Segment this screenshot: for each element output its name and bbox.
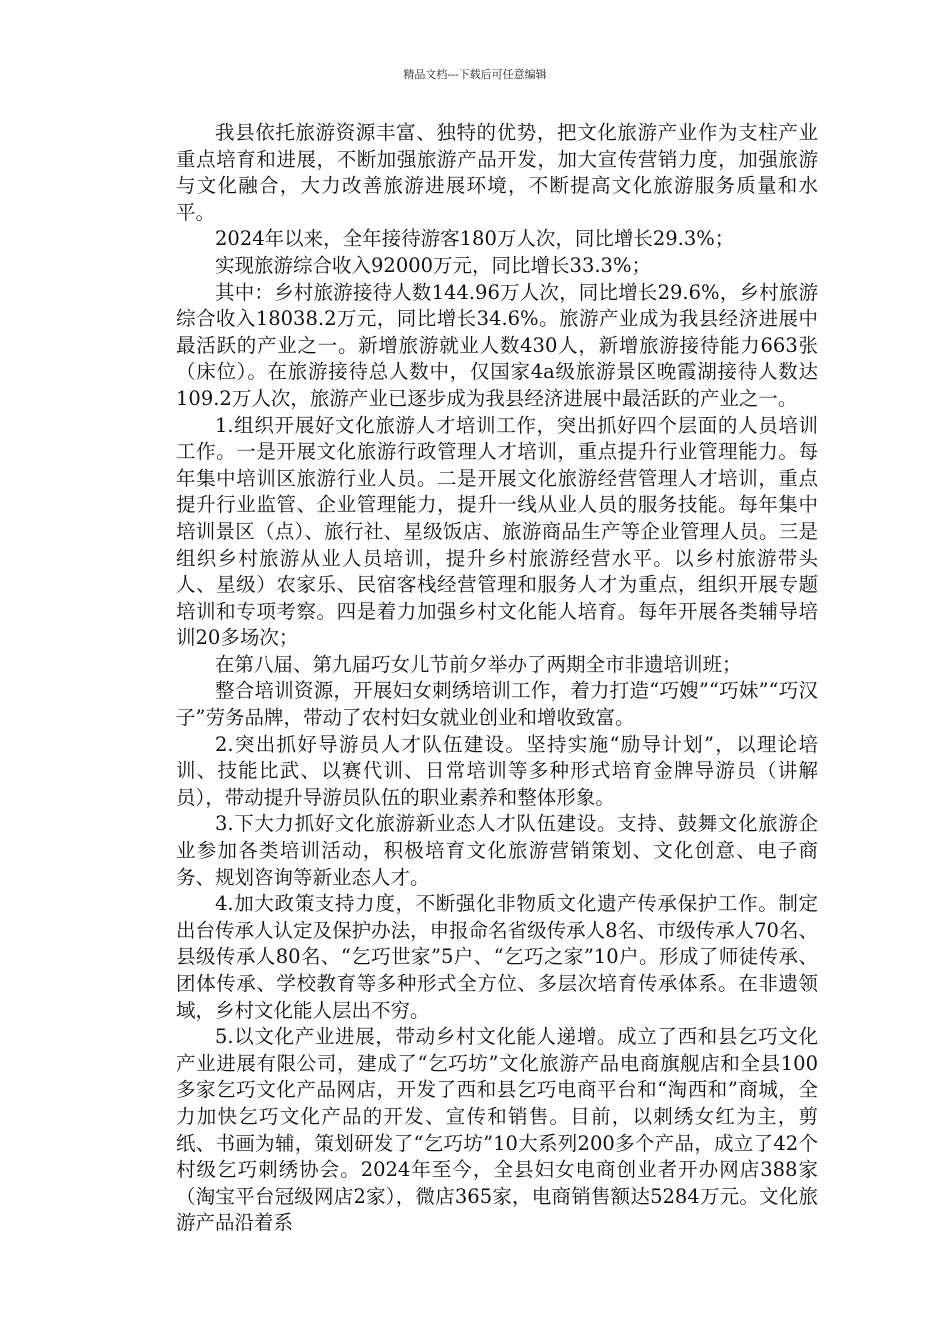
paragraph-rural-tourism: 其中：乡村旅游接待人数144.96万人次，同比增长29.6%，乡村旅游综合收入18038.2万元，同比增长34.6%。旅游产业成为我县经济进展中最活跃的产业之一。新增旅游就业人数430人，新增旅游接待能力663张（床位）。在旅游接待总人数中，仅国家4a级旅游景区晚霞湖接待人数达109.2万人次，旅游产业已逐步成为我县经济进展中最活跃的产业之一。 <box>176 280 818 410</box>
paragraph-tourists-2024: 2024年以来，全年接待游客180万人次，同比增长29.3%； <box>215 227 735 251</box>
paragraph-item-4-heritage: 4.加大政策支持力度，不断强化非物质文化遗产传承保护工作。制定出台传承人认定及保护办法，申报命名省级传承人8名、市级传承人70名、县级传承人80名、“乞巧世家”5户、“乞巧之家”10户。形成了师徒传承、团体传承、学校教育等多种形式全方位、多层次培育传承体系。在非遗领域，乡村文化能人层出不穷。 <box>176 892 818 1022</box>
paragraph-embroidery-training: 整合培训资源，开展妇女刺绣培训工作，着力打造“巧嫂”“巧妹”“巧汉子”劳务品牌，带动了农村妇女就业创业和增收致富。 <box>176 679 818 730</box>
paragraph-qiaonv-festival: 在第八届、第九届巧女儿节前夕举办了两期全市非遗培训班； <box>215 652 742 676</box>
paragraph-intro: 我县依托旅游资源丰富、独特的优势，把文化旅游产业作为支柱产业重点培育和进展，不断加强旅游产品开发，加大宣传营销力度，加强旅游与文化融合，大力改善旅游进展环境，不断提高文化旅游服务质量和水平。 <box>176 121 818 224</box>
paragraph-item-5-culture-industry: 5.以文化产业进展，带动乡村文化能人递增。成立了西和县乞巧文化产业进展有限公司，建成了“乞巧坊”文化旅游产品电商旗舰店和全县100多家乞巧文化产品网店，开发了西和县乞巧电商平台和“淘西和”商城，全力加快乞巧文化产品的开发、宣传和销售。目前，以刺绣女红为主，剪纸、书画为辅，策划研发了“乞巧坊”10大系列200多个产品，成立了42个村级乞巧刺绣协会。2024年至今，全县妇女电商创业者开办网店388家（淘宝平台冠级网店2家），微店365家，电商销售额达5284万元。文化旅游产品沿着系 <box>176 1025 818 1235</box>
document-body <box>176 120 818 1237</box>
paragraph-revenue: 实现旅游综合收入92000万元，同比增长33.3%； <box>215 253 651 277</box>
page-header: 精品文档---下载后可任意编辑 <box>403 68 547 81</box>
paragraph-item-2-guides: 2.突出抓好导游员人才队伍建设。坚持实施“励导计划”，以理论培训、技能比武、以赛代训、日常培训等多种形式培育金牌导游员（讲解员），带动提升导游员队伍的职业素养和整体形象。 <box>176 732 818 809</box>
paragraph-item-3-new-business: 3.下大力抓好文化旅游新业态人才队伍建设。支持、鼓舞文化旅游企业参加各类培训活动，积极培育文化旅游营销策划、文化创意、电子商务、规划咨询等新业态人才。 <box>176 812 818 889</box>
paragraph-item-1-training: 1.组织开展好文化旅游人才培训工作，突出抓好四个层面的人员培训工作。一是开展文化旅游行政管理人才培训，重点提升行业管理能力。每年集中培训区旅游行业人员。二是开展文化旅游经营管理人才培训，重点提升行业监管、企业管理能力，提升一线从业人员的服务技能。每年集中培训景区（点）、旅行社、星级饭店、旅游商品生产等企业管理人员。三是组织乡村旅游从业人员培训，提升乡村旅游经营水平。以乡村旅游带头人、星级）农家乐、民宿客栈经营管理和服务人才为重点，组织开展专题培训和专项考察。四是着力加强乡村文化能人培育。每年开展各类辅导培训20多场次； <box>176 413 818 650</box>
